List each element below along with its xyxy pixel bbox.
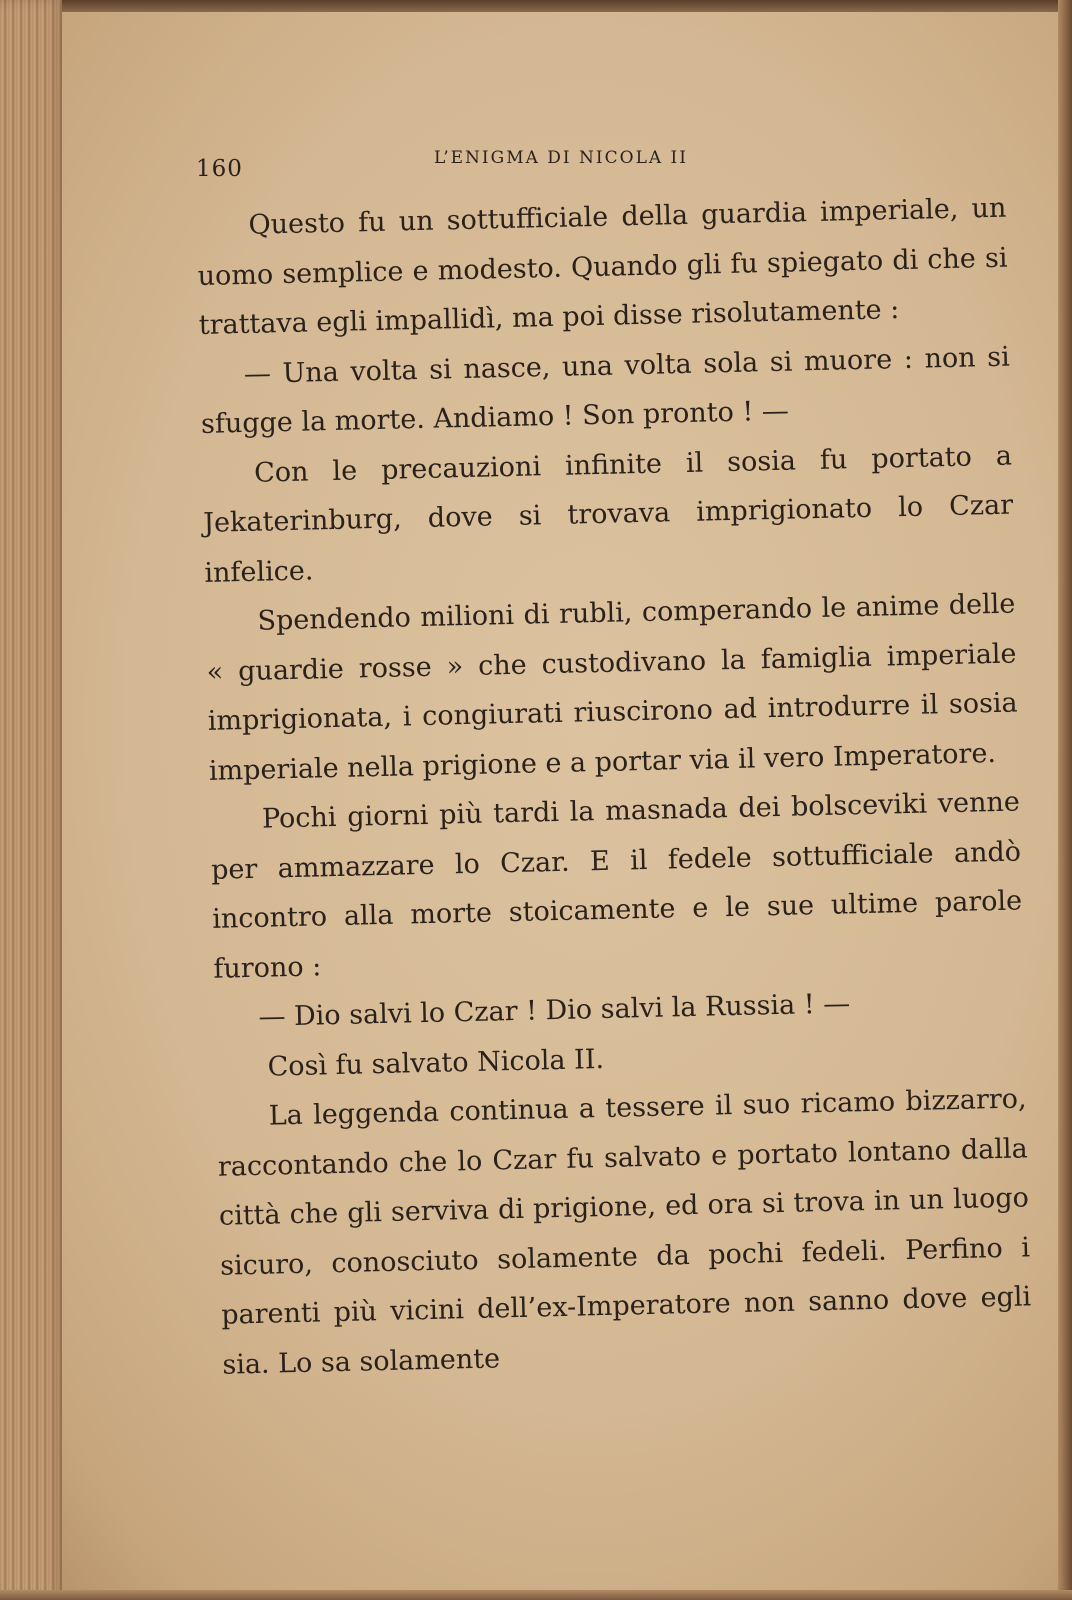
- book-gutter-edge: [0, 0, 62, 1600]
- page-bottom-edge: [0, 1590, 1072, 1600]
- page-header: [196, 128, 1006, 182]
- paragraph: Spendendo milioni di rubli, comperando le anime delle « guardie rosse » che custodivano la famiglia imperiale imprigionata, i congiurati riuscirono ad introdurre il sosia imperiale nella prigione e a portar via il vero Imperatore.: [206, 588, 1018, 787]
- running-title: L’ENIGMA DI NICOLA II: [434, 148, 688, 168]
- paragraph: Con le precauzioni infinite il sosia fu portato a Jekaterinburg, dove si trovava imprigionato lo Czar infelice.: [202, 440, 1014, 589]
- page-number: 160: [196, 156, 243, 182]
- body-text: [196, 184, 1033, 1390]
- dialogue-line: — Dio salvi lo Czar ! Dio salvi la Russia ! —: [258, 988, 851, 1033]
- page-right-edge: [1058, 0, 1072, 1600]
- paragraph: La leggenda continua a tessere il suo ricamo bizzarro, raccontando che lo Czar fu salvato e portato lontano dalla città che gli serviva di prigione, ed ora si trova in un luogo sicuro, conosciuto solamente da pochi fedeli. Perfino i parenti più vicini dell’ex-Imperatore non sanno dove egli sia. Lo sa solamente: [217, 1083, 1032, 1381]
- page-top-edge: [0, 0, 1072, 12]
- dialogue-line: — Una volta si nasce, una volta sola si muore : non si sfugge la morte. Andiamo ! Son pronto ! —: [200, 341, 1011, 440]
- paragraph: Questo fu un sottufficiale della guardia imperiale, un uomo semplice e modesto. Quando gli fu spiegato di che si trattava egli impallidì, ma poi disse risolutamente :: [197, 192, 1008, 341]
- paragraph: Così fu salvato Nicola II.: [267, 1043, 605, 1083]
- page-content: [196, 128, 1032, 1390]
- paragraph: Pochi giorni più tardi la masnada dei bolsceviki venne per ammazzare lo Czar. E il fedele sottufficiale andò incontro alla morte stoicamente e le sue ultime parole furono :: [210, 786, 1023, 985]
